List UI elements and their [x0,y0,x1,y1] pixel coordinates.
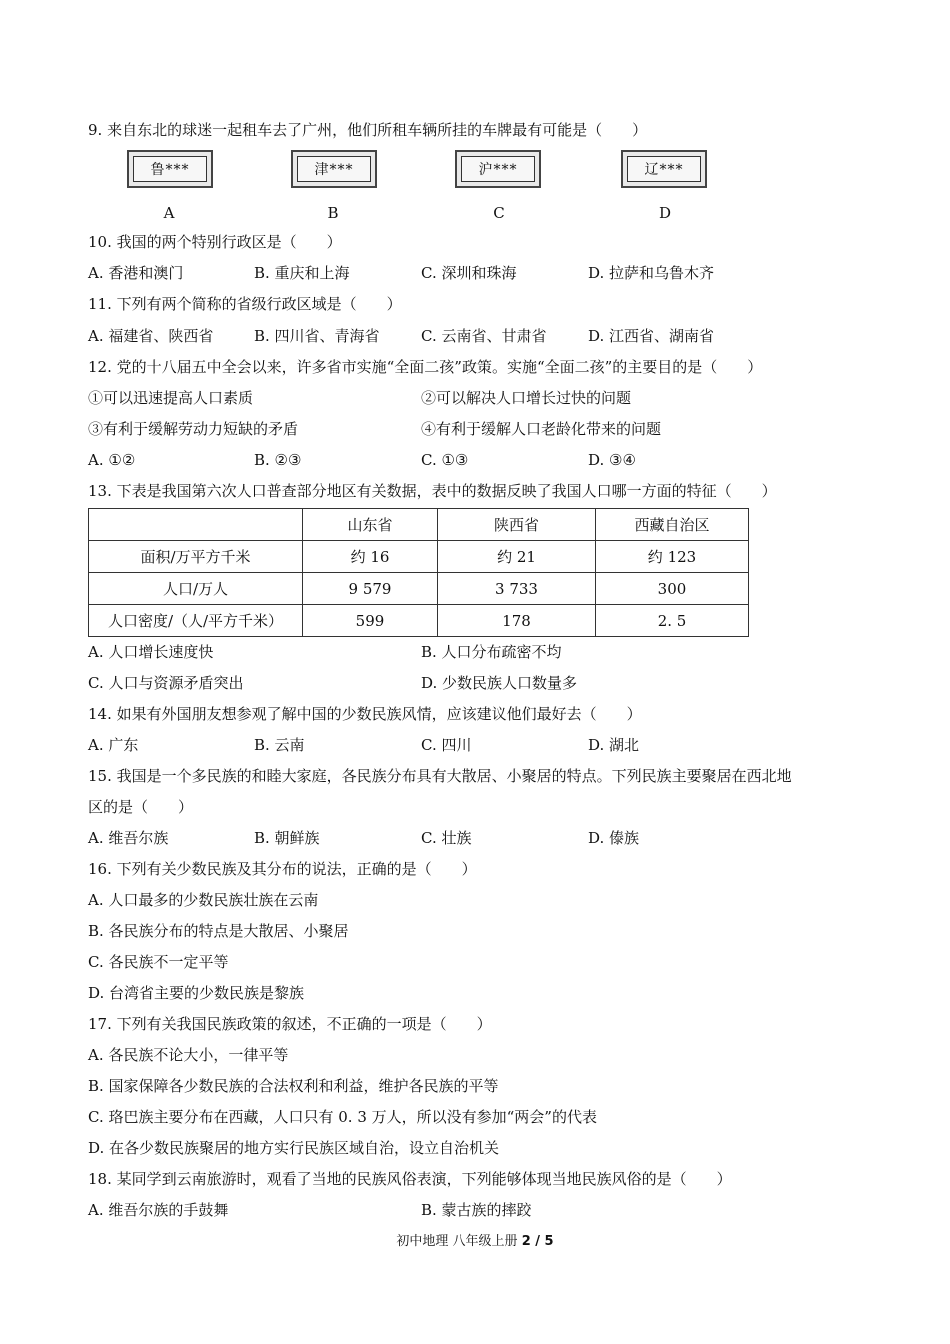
table-header-cell: 山东省 [303,509,438,541]
plate-text: 津*** [297,156,371,182]
q14-stem: 14. 如果有外国朋友想参观了解中国的少数民族风情，应该建议他们最好去（ ） [88,705,642,723]
table-cell: 9 579 [303,573,438,605]
plate-label-b: B [327,204,339,222]
q13-option-a: A. 人口增长速度快 [88,643,214,661]
q16-option-b: B. 各民族分布的特点是大散居、小聚居 [88,922,349,940]
table-cell: 人口密度/（人/平方千米） [89,605,303,637]
q17-option-a: A. 各民族不论大小，一律平等 [88,1046,289,1064]
table-cell: 约 21 [438,541,596,573]
table-cell: 599 [303,605,438,637]
q11-option-a: A. 福建省、陕西省 [88,327,214,345]
q16-stem: 16. 下列有关少数民族及其分布的说法，正确的是（ ） [88,860,477,878]
q10-option-b: B. 重庆和上海 [254,264,350,282]
q10-option-c: C. 深圳和珠海 [421,264,517,282]
q11-option-b: B. 四川省、青海省 [254,327,380,345]
plate-label-a: A [163,204,175,222]
q17-option-c: C. 珞巴族主要分布在西藏，人口只有 0. 3 万人，所以没有参加“两会”的代表 [88,1108,597,1126]
table-header-cell [89,509,303,541]
q12-option-a: A. ①② [88,451,136,469]
q14-option-c: C. 四川 [421,736,472,754]
q12-statement-3: ③有利于缓解劳动力短缺的矛盾 [88,420,299,438]
table-cell: 2. 5 [596,605,749,637]
q17-option-d: D. 在各少数民族聚居的地方实行民族区域自治，设立自治机关 [88,1139,500,1157]
table-row [89,573,749,605]
q12-option-c: C. ①③ [421,451,469,469]
q11-stem: 11. 下列有两个简称的省级行政区域是（ ） [88,295,402,313]
q16-option-d: D. 台湾省主要的少数民族是黎族 [88,984,305,1002]
table-cell: 人口/万人 [89,573,303,605]
q12-statement-4: ④有利于缓解人口老龄化带来的问题 [421,420,662,438]
q18-stem: 18. 某同学到云南旅游时，观看了当地的民族风俗表演，下列能够体现当地民族风俗的是（ ） [88,1170,732,1188]
table-header-cell: 西藏自治区 [596,509,749,541]
q10-option-a: A. 香港和澳门 [88,264,184,282]
table-cell: 300 [596,573,749,605]
q10-stem: 10. 我国的两个特别行政区是（ ） [88,233,342,251]
plate-text: 辽*** [627,156,701,182]
table-cell: 约 123 [596,541,749,573]
q12-option-b: B. ②③ [254,451,302,469]
q12-statement-2: ②可以解决人口增长过快的问题 [421,389,632,407]
q16-option-a: A. 人口最多的少数民族壮族在云南 [88,891,319,909]
q12-statement-1: ①可以迅速提高人口素质 [88,389,254,407]
q12-option-d: D. ③④ [588,451,636,469]
plate-label-d: D [658,204,672,222]
q14-option-b: B. 云南 [254,736,305,754]
q17-stem: 17. 下列有关我国民族政策的叙述，不正确的一项是（ ） [88,1015,492,1033]
q15-option-a: A. 维吾尔族 [88,829,169,847]
plate-label-c: C [493,204,505,222]
q17-option-b: B. 国家保障各少数民族的合法权利和利益，维护各民族的平等 [88,1077,499,1095]
license-plate-a [127,150,213,188]
license-plate-b [291,150,377,188]
q18-option-a: A. 维吾尔族的手鼓舞 [88,1201,229,1219]
q15-stem-line1: 15. 我国是一个多民族的和睦大家庭，各民族分布具有大散居、小聚居的特点。下列民族主要聚居在西北地 [88,767,792,785]
q11-option-c: C. 云南省、甘肃省 [421,327,547,345]
table-header-cell: 陕西省 [438,509,596,541]
q12-stem: 12. 党的十八届五中全会以来，许多省市实施“全面二孩”政策。实施“全面二孩”的主要目的是（ ） [88,358,763,376]
table-row [89,541,749,573]
table-cell: 3 733 [438,573,596,605]
q13-option-c: C. 人口与资源矛盾突出 [88,674,244,692]
plate-text: 沪*** [461,156,535,182]
table-row [89,605,749,637]
page-footer [0,1230,950,1249]
table-header-row [89,509,749,541]
q11-option-d: D. 江西省、湖南省 [588,327,715,345]
license-plate-d [621,150,707,188]
q18-option-b: B. 蒙古族的摔跤 [421,1201,532,1219]
footer-subject: 初中地理 八年级上册 [396,1234,518,1249]
table-cell: 约 16 [303,541,438,573]
q15-option-d: D. 傣族 [588,829,640,847]
q13-option-b: B. 人口分布疏密不均 [421,643,562,661]
q16-option-c: C. 各民族不一定平等 [88,953,229,971]
page-number: 2 / 5 [521,1234,554,1249]
q13-stem: 13. 下表是我国第六次人口普查部分地区有关数据，表中的数据反映了我国人口哪一方面的特征（ ） [88,482,777,500]
q15-option-b: B. 朝鲜族 [254,829,320,847]
q10-option-d: D. 拉萨和乌鲁木齐 [588,264,715,282]
q14-option-d: D. 湖北 [588,736,640,754]
q13-option-d: D. 少数民族人口数量多 [421,674,578,692]
table-cell: 178 [438,605,596,637]
q15-option-c: C. 壮族 [421,829,472,847]
license-plate-c [455,150,541,188]
q15-stem-line2: 区的是（ ） [88,798,194,816]
table-cell: 面积/万平方千米 [89,541,303,573]
q9-stem: 9. 来自东北的球迷一起租车去了广州，他们所租车辆所挂的车牌最有可能是（ ） [88,121,648,139]
population-table [88,508,749,637]
q14-option-a: A. 广东 [88,736,139,754]
plate-text: 鲁*** [133,156,207,182]
